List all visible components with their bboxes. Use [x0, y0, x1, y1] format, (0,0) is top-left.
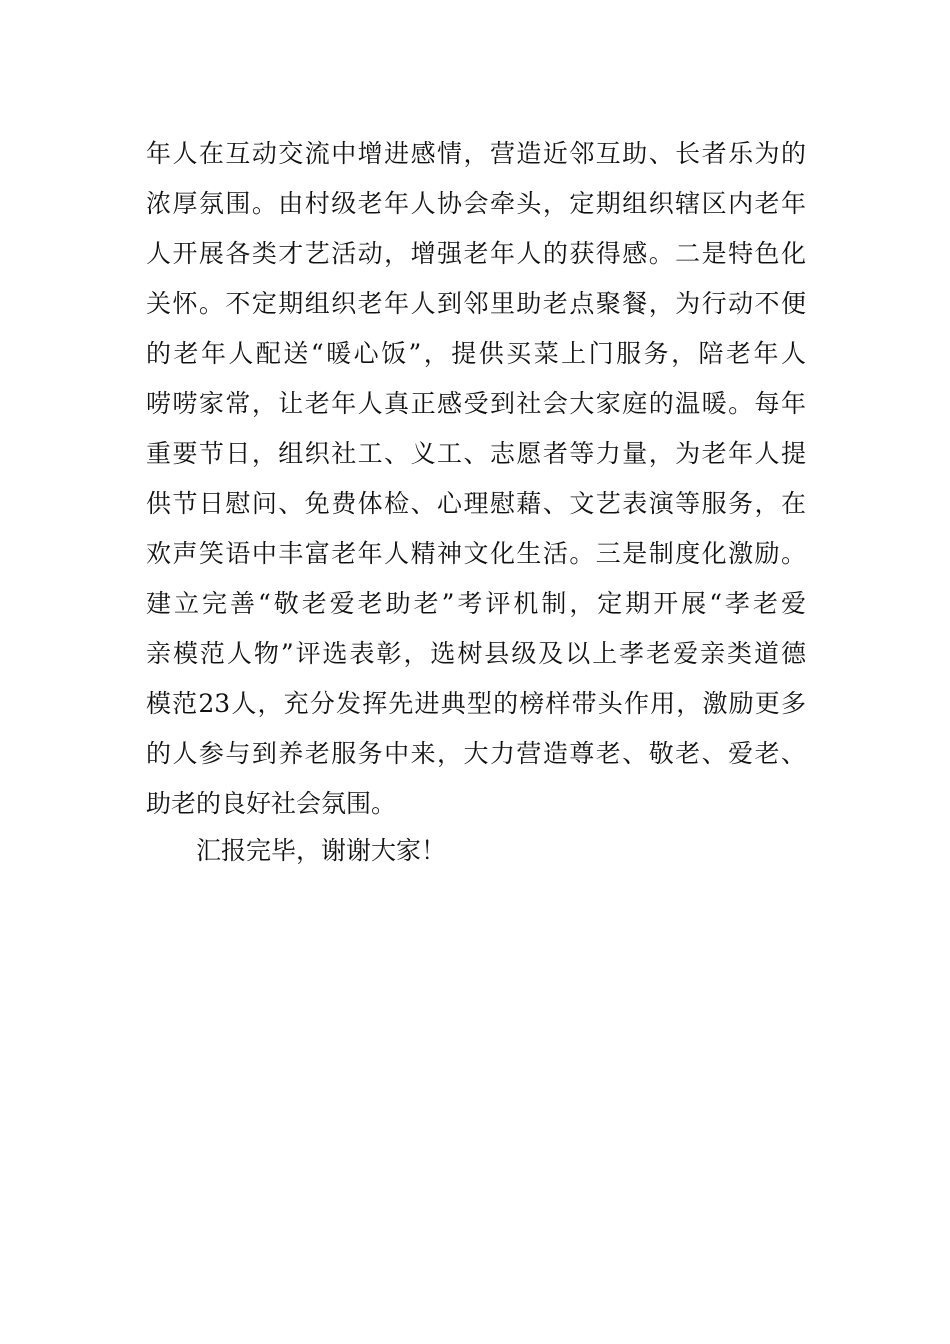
text-line: 重要节日，组织社工、义工、志愿者等力量，为老年人提	[146, 439, 806, 468]
text-line: 的人参与到养老服务中来，大力营造尊老、敬老、爱老、	[146, 739, 806, 768]
text-line: 亲模范人物”评选表彰，选树县级及以上孝老爱亲类道德	[146, 639, 806, 668]
text-line: 的老年人配送“暖心饭”，提供买菜上门服务，陪老年人	[146, 339, 806, 368]
text-line: 模范23人，充分发挥先进典型的榜样带头作用，激励更多	[146, 689, 806, 718]
text-line: 浓厚氛围。由村级老年人协会牵头，定期组织辖区内老年	[146, 189, 806, 218]
text-line: 人开展各类才艺活动，增强老年人的获得感。二是特色化	[146, 239, 806, 268]
text-line: 欢声笑语中丰富老年人精神文化生活。三是制度化激励。	[146, 539, 806, 568]
text-line: 唠唠家常，让老年人真正感受到社会大家庭的温暖。每年	[146, 389, 806, 418]
text-line: 助老的良好社会氛围。	[146, 789, 397, 818]
text-line: 供节日慰问、免费体检、心理慰藉、文艺表演等服务，在	[146, 489, 806, 518]
text-line: 建立完善“敬老爱老助老”考评机制，定期开展“孝老爱	[146, 589, 806, 618]
body-paragraph	[146, 129, 806, 829]
text-line: 年人在互动交流中增进感情，营造近邻互助、长者乐为的	[146, 139, 806, 168]
text-line: 关怀。不定期组织老年人到邻里助老点聚餐，为行动不便	[146, 289, 806, 318]
closing-remark: 汇报完毕，谢谢大家！	[196, 836, 447, 865]
